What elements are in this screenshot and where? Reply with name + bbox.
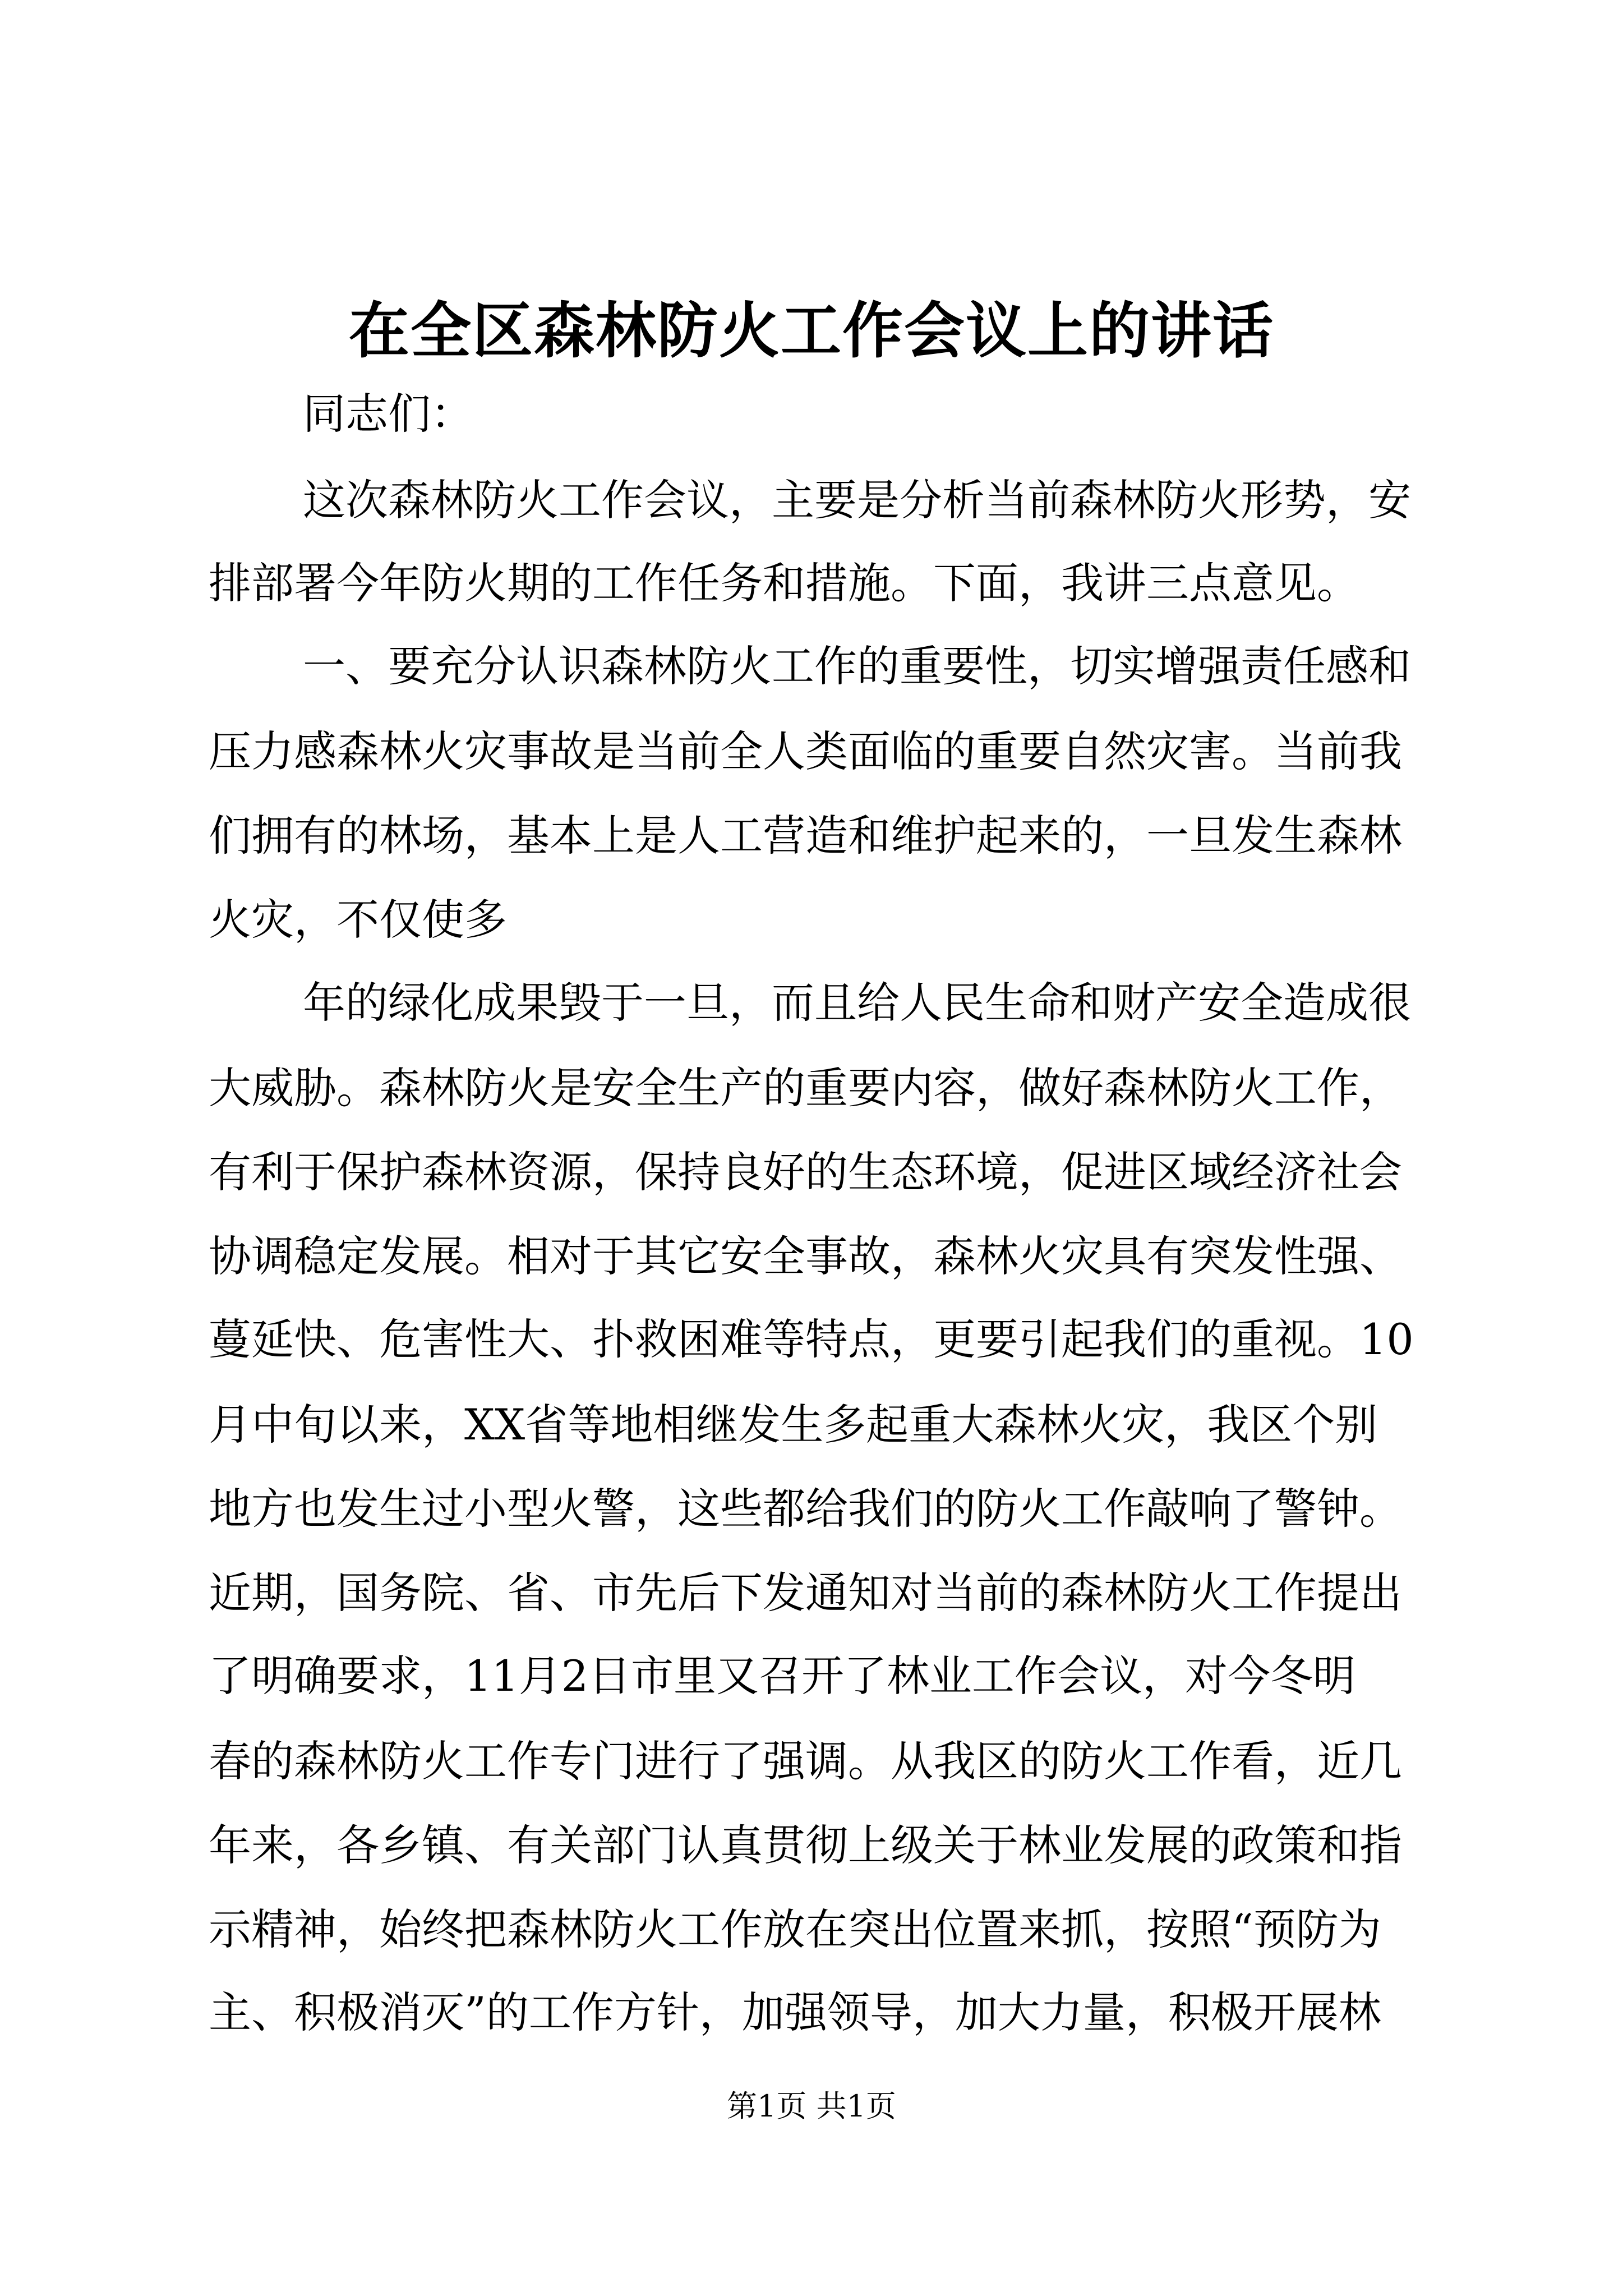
paragraph-line: 了明确要求，11月2日市里又召开了林业工作会议，对今冬明	[209, 1651, 1356, 1701]
paragraph-line: 排部署今年防火期的工作任务和措施。下面，我讲三点意见。	[209, 558, 1359, 608]
paragraph-line: 年来，各乡镇、有关部门认真贯彻上级关于林业发展的政策和指	[209, 1820, 1402, 1870]
paragraph-line: 这次森林防火工作会议，主要是分析当前森林防火形势，安	[303, 475, 1411, 525]
page-footer: 第1页 共1页	[727, 2088, 896, 2124]
paragraph-line: 协调稳定发展。相对于其它安全事故，森林火灾具有突发性强、	[209, 1231, 1402, 1281]
paragraph-line: 月中旬以来，XX省等地相继发生多起重大森林火灾，我区个别	[209, 1400, 1378, 1450]
paragraph-line: 示精神，始终把森林防火工作放在突出位置来抓，按照“预防为	[209, 1904, 1381, 1954]
paragraph-line: 近期，国务院、省、市先后下发通知对当前的森林防火工作提出	[209, 1568, 1402, 1618]
paragraph-line: 一、要充分认识森林防火工作的重要性，切实增强责任感和	[303, 641, 1411, 691]
paragraph-line: 压力感森林火灾事故是当前全人类面临的重要自然灾害。当前我	[209, 726, 1402, 776]
paragraph-line: 大威胁。森林防火是安全生产的重要内容，做好森林防火工作，	[209, 1063, 1402, 1113]
paragraph-line: 地方也发生过小型火警，这些都给我们的防火工作敲响了警钟。	[209, 1484, 1402, 1534]
paragraph-line: 火灾，不仅使多	[209, 895, 507, 945]
salutation: 同志们：	[303, 389, 473, 439]
paragraph-line: 春的森林防火工作专门进行了强调。从我区的防火工作看，近几	[209, 1736, 1402, 1786]
paragraph-line: 主、积极消灭”的工作方针，加强领导，加大力量，积极开展林	[209, 1987, 1381, 2037]
paragraph-line: 蔓延快、危害性大、扑救困难等特点，更要引起我们的重视。10	[209, 1314, 1414, 1364]
paragraph-line: 们拥有的林场，基本上是人工营造和维护起来的，一旦发生森林	[209, 811, 1402, 861]
page-title: 在全区森林防火工作会议上的讲话	[348, 296, 1274, 366]
paragraph-line: 年的绿化成果毁于一旦，而且给人民生命和财产安全造成很	[303, 978, 1411, 1028]
paragraph-line: 有利于保护森林资源，保持良好的生态环境，促进区域经济社会	[209, 1147, 1402, 1197]
